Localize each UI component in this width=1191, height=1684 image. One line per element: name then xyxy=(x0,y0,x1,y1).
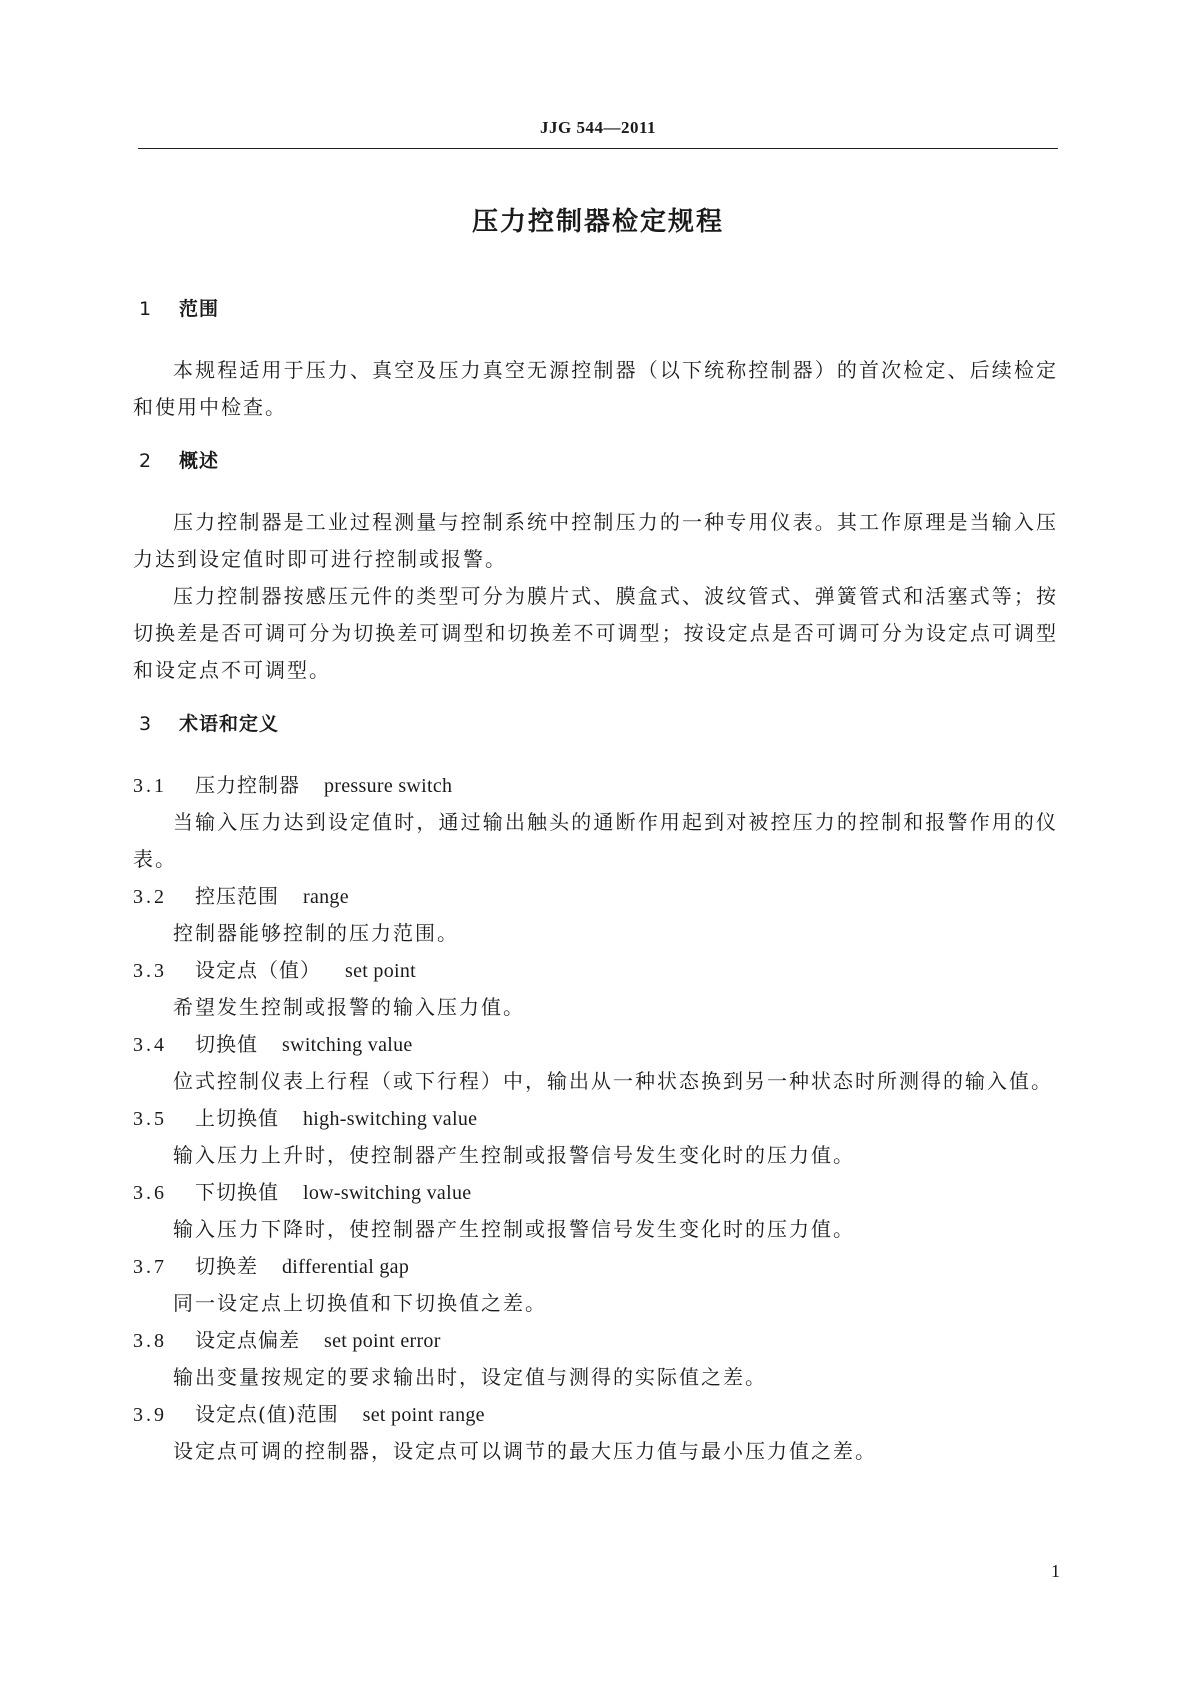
document-body xyxy=(133,296,1058,1470)
term-name-en: low-switching value xyxy=(303,1182,472,1204)
term-name-zh: 设定点（值） xyxy=(195,958,321,982)
paragraph: 本规程适用于压力、真空及压力真空无源控制器（以下统称控制器）的首次检定、后续检定和使用中检查。 xyxy=(133,358,1058,419)
term-number: 3.4 xyxy=(133,1034,167,1056)
running-header: JJG 544—2011 xyxy=(539,118,657,137)
section-heading xyxy=(133,448,1058,474)
section-number: 3 xyxy=(139,713,153,735)
term-definition: 设定点可调的控制器，设定点可以调节的最大压力值与最小压力值之差。 xyxy=(173,1439,877,1463)
section-title: 范围 xyxy=(179,298,220,320)
term-entry xyxy=(133,1174,1058,1211)
term-number: 3.6 xyxy=(133,1182,167,1204)
term-name-en: pressure switch xyxy=(324,775,453,797)
document-title: 压力控制器检定规程 xyxy=(471,207,724,237)
term-number: 3.8 xyxy=(133,1330,167,1352)
page-number: 1 xyxy=(1051,1561,1060,1581)
term-number: 3.1 xyxy=(133,775,167,797)
term-name-zh: 下切换值 xyxy=(195,1180,279,1204)
term-entry xyxy=(133,878,1058,915)
term-entry xyxy=(133,952,1058,989)
header-rule xyxy=(138,148,1058,149)
term-name-en: high-switching value xyxy=(303,1108,478,1130)
term-name-en: set point xyxy=(345,960,417,982)
term-definition: 输入压力下降时，使控制器产生控制或报警信号发生变化时的压力值。 xyxy=(173,1217,855,1241)
term-entry xyxy=(133,1100,1058,1137)
paragraph: 压力控制器是工业过程测量与控制系统中控制压力的一种专用仪表。其工作原理是当输入压力达到设定值时即可进行控制或报警。 xyxy=(133,510,1058,571)
term-name-en: range xyxy=(303,886,349,908)
term-entry xyxy=(133,767,1058,804)
term-name-en: differential gap xyxy=(282,1256,410,1278)
term-definition: 控制器能够控制的压力范围。 xyxy=(173,921,459,945)
section-title: 概述 xyxy=(179,450,220,472)
term-definition: 希望发生控制或报警的输入压力值。 xyxy=(173,995,525,1019)
term-number: 3.7 xyxy=(133,1256,167,1278)
term-entry xyxy=(133,1248,1058,1285)
term-number: 3.3 xyxy=(133,960,167,982)
term-name-zh: 设定点(值)范围 xyxy=(195,1402,339,1426)
term-name-zh: 上切换值 xyxy=(195,1106,279,1130)
term-entry xyxy=(133,1322,1058,1359)
term-name-en: set point error xyxy=(324,1330,441,1352)
term-name-en: set point range xyxy=(362,1404,485,1426)
section-heading xyxy=(133,296,1058,322)
term-entry xyxy=(133,1026,1058,1063)
term-definition: 输出变量按规定的要求输出时，设定值与测得的实际值之差。 xyxy=(173,1365,767,1389)
term-name-zh: 压力控制器 xyxy=(195,773,300,797)
section-number: 1 xyxy=(139,298,153,320)
term-entry xyxy=(133,1396,1058,1433)
term-number: 3.5 xyxy=(133,1108,167,1130)
section-heading xyxy=(133,711,1058,737)
term-name-zh: 切换值 xyxy=(195,1032,258,1056)
term-definition: 同一设定点上切换值和下切换值之差。 xyxy=(173,1291,547,1315)
section-title: 术语和定义 xyxy=(179,713,280,735)
term-name-zh: 切换差 xyxy=(195,1254,258,1278)
term-number: 3.2 xyxy=(133,886,167,908)
term-number: 3.9 xyxy=(133,1404,167,1426)
term-definition: 当输入压力达到设定值时，通过输出触头的通断作用起到对被控压力的控制和报警作用的仪表。 xyxy=(133,810,1058,871)
term-definition: 输入压力上升时，使控制器产生控制或报警信号发生变化时的压力值。 xyxy=(173,1143,855,1167)
term-definition: 位式控制仪表上行程（或下行程）中，输出从一种状态换到另一种状态时所测得的输入值。 xyxy=(173,1069,1053,1093)
term-name-zh: 控压范围 xyxy=(195,884,279,908)
section-number: 2 xyxy=(139,450,153,472)
term-name-zh: 设定点偏差 xyxy=(195,1328,300,1352)
term-name-en: switching value xyxy=(282,1034,413,1056)
paragraph: 压力控制器按感压元件的类型可分为膜片式、膜盒式、波纹管式、弹簧管式和活塞式等；按切换差是否可调可分为切换差可调型和切换差不可调型；按设定点是否可调可分为设定点可调型和设定点不可调型。 xyxy=(133,584,1058,682)
